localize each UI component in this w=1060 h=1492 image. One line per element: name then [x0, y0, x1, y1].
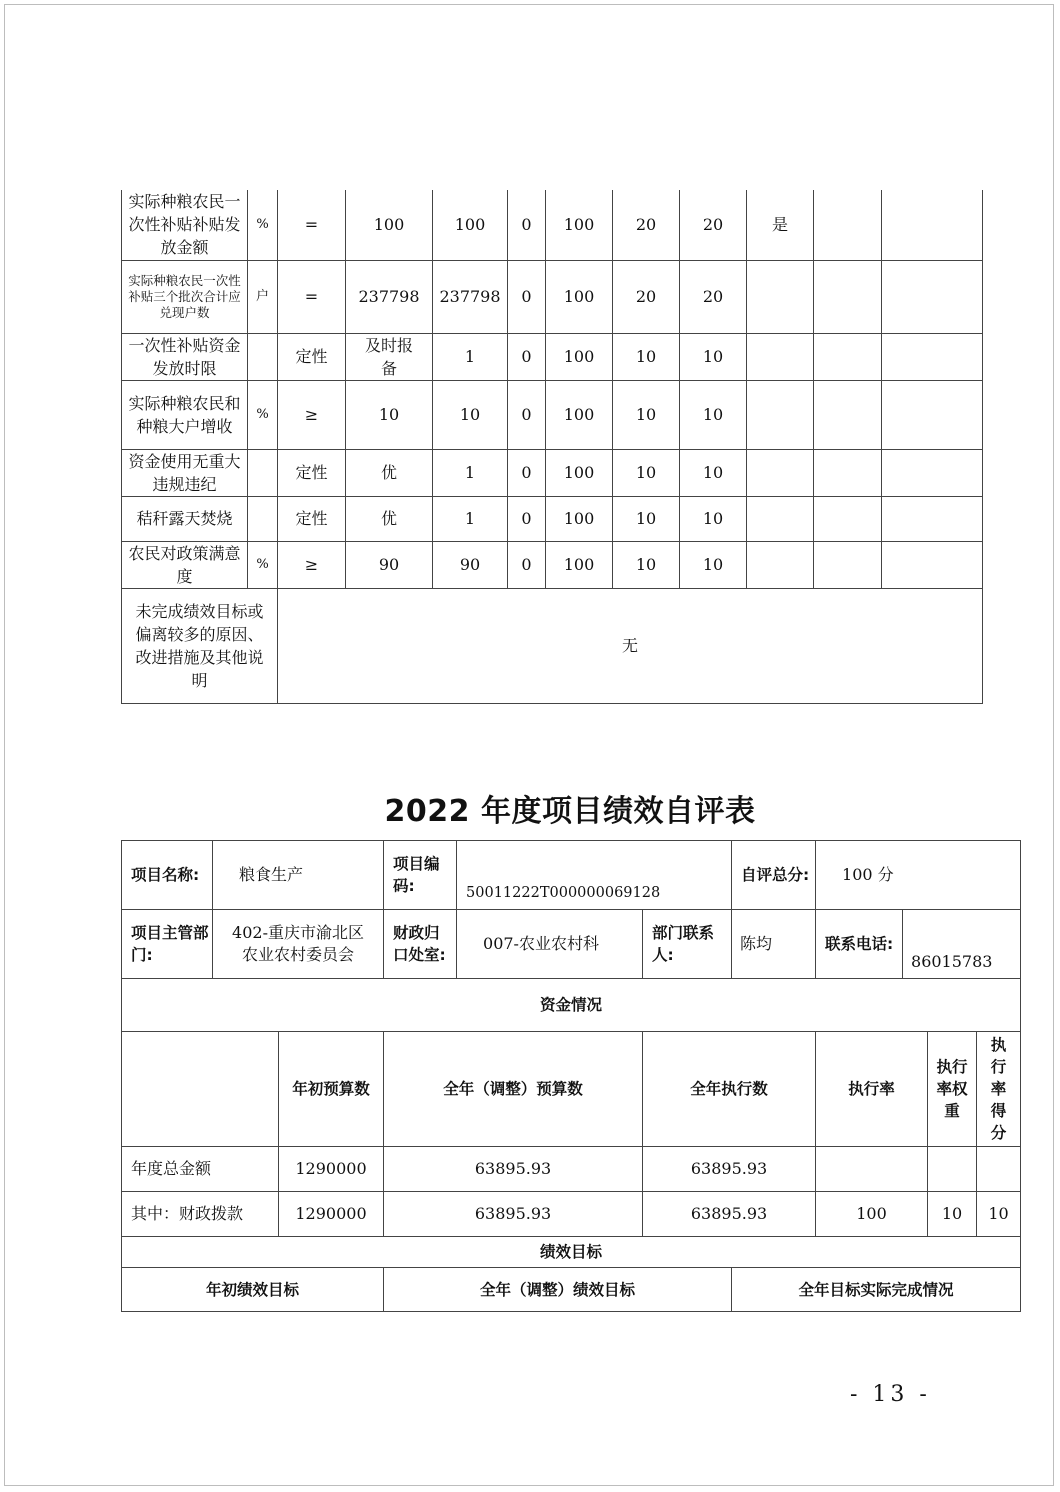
indicator-target: 100: [346, 190, 433, 260]
indicator-operator: 定性: [278, 496, 346, 541]
indicator-operator: ≥: [278, 541, 346, 588]
indicator-score: 20: [680, 190, 747, 260]
funds-row-weight: 10: [928, 1192, 977, 1237]
self-score-label: 自评总分:: [732, 841, 816, 910]
table-row: [122, 190, 983, 260]
indicator-name: 实际种粮农民一次性补贴补贴发放金额: [122, 190, 248, 260]
indicator-rate: 100: [546, 541, 613, 588]
indicator-unit: 户: [248, 260, 278, 333]
indicator-actual: 10: [433, 380, 508, 449]
funds-row-adjusted: 63895.93: [384, 1192, 643, 1237]
page-number: - 13 -: [850, 1382, 931, 1407]
table-row: [122, 496, 983, 541]
indicator-col10: [747, 541, 814, 588]
indicator-col12: [882, 190, 983, 260]
finance-office-value: 007-农业农村科: [457, 910, 643, 979]
table-row: [122, 449, 983, 496]
indicator-unit: [248, 449, 278, 496]
indicator-col10: [747, 260, 814, 333]
indicator-actual: 237798: [433, 260, 508, 333]
indicator-rate: 100: [546, 380, 613, 449]
indicator-col10: [747, 333, 814, 380]
indicator-score: 20: [680, 260, 747, 333]
indicator-score: 10: [680, 333, 747, 380]
indicator-table: [121, 190, 983, 704]
contact-value: 陈均: [732, 910, 816, 979]
indicator-rate: 100: [546, 449, 613, 496]
indicator-col11: [814, 541, 882, 588]
indicator-col12: [882, 541, 983, 588]
document-title: 2022 年度项目绩效自评表: [384, 794, 756, 829]
indicator-name: 实际种粮农民一次性补贴三个批次合计应兑现户数: [122, 260, 248, 333]
indicator-name: 资金使用无重大违规违纪: [122, 449, 248, 496]
indicator-target: 237798: [346, 260, 433, 333]
indicator-col11: [814, 380, 882, 449]
info-row: [122, 910, 1021, 979]
section-row: [122, 1237, 1021, 1268]
info-row: [122, 841, 1021, 910]
indicator-col11: [814, 260, 882, 333]
indicator-target: 及时报备: [346, 333, 433, 380]
indicator-deviation: 0: [508, 496, 546, 541]
indicator-deviation: 0: [508, 190, 546, 260]
indicator-col10: 是: [747, 190, 814, 260]
indicator-target: 优: [346, 449, 433, 496]
table-row: [122, 1192, 1021, 1237]
project-code-label: 项目编码:: [384, 841, 457, 910]
phone-label: 联系电话:: [816, 910, 903, 979]
indicator-col11: [814, 496, 882, 541]
indicator-col11: [814, 190, 882, 260]
funds-header-blank: [122, 1032, 279, 1147]
indicator-operator: =: [278, 190, 346, 260]
funds-header-weight: 执行率权重: [928, 1032, 977, 1147]
targets-header-row: [122, 1268, 1021, 1312]
indicator-score: 10: [680, 541, 747, 588]
indicator-deviation: 0: [508, 380, 546, 449]
indicator-operator: 定性: [278, 333, 346, 380]
indicator-col11: [814, 333, 882, 380]
indicator-rate: 100: [546, 190, 613, 260]
indicator-col11: [814, 449, 882, 496]
project-code: 50011222T000000069128: [457, 841, 732, 910]
funds-header-score: 执行率得分: [977, 1032, 1021, 1147]
indicator-col12: [882, 260, 983, 333]
indicator-deviation: 0: [508, 260, 546, 333]
funds-row-weight: [928, 1147, 977, 1192]
table-row: [122, 380, 983, 449]
indicator-weight: 10: [613, 449, 680, 496]
remarks-row: [122, 588, 983, 703]
indicator-operator: =: [278, 260, 346, 333]
funds-row-executed: 63895.93: [643, 1192, 816, 1237]
targets-header-initial: 年初绩效目标: [122, 1268, 384, 1312]
indicator-deviation: 0: [508, 541, 546, 588]
indicator-operator: ≥: [278, 380, 346, 449]
remarks-label: 未完成绩效目标或偏离较多的原因、改进措施及其他说明: [122, 588, 278, 703]
funds-header-row: [122, 1032, 1021, 1147]
indicator-unit: %: [248, 380, 278, 449]
indicator-deviation: 0: [508, 449, 546, 496]
funds-row-budget: 1290000: [279, 1147, 384, 1192]
indicator-score: 10: [680, 380, 747, 449]
indicator-score: 10: [680, 449, 747, 496]
indicator-weight: 20: [613, 190, 680, 260]
indicator-col10: [747, 496, 814, 541]
funds-row-budget: 1290000: [279, 1192, 384, 1237]
indicator-weight: 10: [613, 333, 680, 380]
table-row: [122, 333, 983, 380]
project-name-label: 项目名称:: [122, 841, 213, 910]
table-row: [122, 541, 983, 588]
indicator-name: 一次性补贴资金发放时限: [122, 333, 248, 380]
table-row: [122, 260, 983, 333]
indicator-col12: [882, 333, 983, 380]
indicator-actual: 1: [433, 449, 508, 496]
self-score: 100 分: [816, 841, 1021, 910]
indicator-weight: 10: [613, 380, 680, 449]
indicator-unit: [248, 496, 278, 541]
dept-value: 402-重庆市渝北区农业农村委员会: [213, 910, 384, 979]
indicator-unit: %: [248, 541, 278, 588]
remarks-value: 无: [278, 588, 983, 703]
funds-section-label: 资金情况: [122, 979, 1021, 1032]
finance-office-label: 财政归口处室:: [384, 910, 457, 979]
funds-header-executed: 全年执行数: [643, 1032, 816, 1147]
indicator-weight: 10: [613, 541, 680, 588]
indicator-actual: 90: [433, 541, 508, 588]
indicator-name: 农民对政策满意度: [122, 541, 248, 588]
targets-header-actual: 全年目标实际完成情况: [732, 1268, 1021, 1312]
funds-row-score: [977, 1147, 1021, 1192]
indicator-rate: 100: [546, 496, 613, 541]
indicator-actual: 100: [433, 190, 508, 260]
funds-row-label: 其中：财政拨款: [122, 1192, 279, 1237]
indicator-target: 优: [346, 496, 433, 541]
funds-row-adjusted: 63895.93: [384, 1147, 643, 1192]
indicator-name: 实际种粮农民和种粮大户增收: [122, 380, 248, 449]
dept-label: 项目主管部门:: [122, 910, 213, 979]
phone-value: 86015783: [903, 910, 1021, 979]
funds-header-adjusted: 全年（调整）预算数: [384, 1032, 643, 1147]
indicator-unit: %: [248, 190, 278, 260]
indicator-score: 10: [680, 496, 747, 541]
self-evaluation-table: [121, 840, 1021, 1312]
indicator-rate: 100: [546, 260, 613, 333]
indicator-weight: 20: [613, 260, 680, 333]
section-row: [122, 979, 1021, 1032]
indicator-actual: 1: [433, 333, 508, 380]
funds-row-rate: 100: [816, 1192, 928, 1237]
funds-header-budget: 年初预算数: [279, 1032, 384, 1147]
indicator-actual: 1: [433, 496, 508, 541]
funds-row-score: 10: [977, 1192, 1021, 1237]
indicator-rate: 100: [546, 333, 613, 380]
indicator-name: 秸秆露天焚烧: [122, 496, 248, 541]
funds-row-rate: [816, 1147, 928, 1192]
funds-row-label: 年度总金额: [122, 1147, 279, 1192]
indicator-col10: [747, 449, 814, 496]
indicator-deviation: 0: [508, 333, 546, 380]
targets-header-adjusted: 全年（调整）绩效目标: [384, 1268, 732, 1312]
indicator-col12: [882, 449, 983, 496]
indicator-col12: [882, 380, 983, 449]
indicator-target: 90: [346, 541, 433, 588]
table-row: [122, 1147, 1021, 1192]
project-name: 粮食生产: [213, 841, 384, 910]
indicator-operator: 定性: [278, 449, 346, 496]
targets-section-label: 绩效目标: [122, 1237, 1021, 1268]
indicator-col10: [747, 380, 814, 449]
funds-row-executed: 63895.93: [643, 1147, 816, 1192]
indicator-weight: 10: [613, 496, 680, 541]
indicator-unit: [248, 333, 278, 380]
funds-header-rate: 执行率: [816, 1032, 928, 1147]
indicator-target: 10: [346, 380, 433, 449]
contact-label: 部门联系人:: [643, 910, 732, 979]
indicator-col12: [882, 496, 983, 541]
